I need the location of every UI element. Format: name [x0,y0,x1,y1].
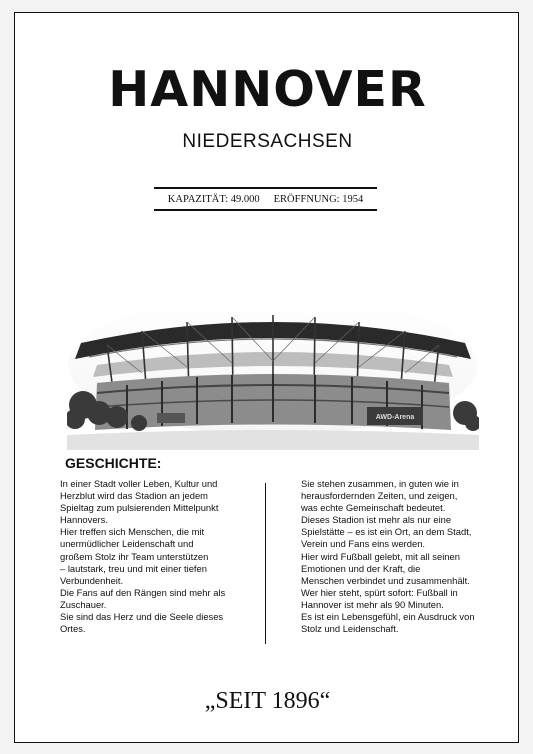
history-line: Emotionen und der Kraft, die [301,562,421,574]
history-line: Dieses Stadion ist mehr als nur eine [301,514,452,526]
founding-year: „SEIT 1896“ [204,688,331,714]
opening-label: ERÖFFNUNG: 1954 [273,193,364,205]
city-title: HANNOVER [108,61,427,118]
history-line: Es ist ein Lebensgefühl, ein Ausdruck von [301,611,475,623]
history-line: Stolz und Leidenschaft. [301,623,399,635]
region-subtitle: NIEDERSACHSEN [182,131,353,152]
history-line: herausfordernden Zeiten, und zeigen, [301,490,458,502]
history-text-left [60,478,256,635]
history-line: Herzblut wird das Stadion an jedem [60,490,208,502]
history-line: Wer hier steht, spürt sofort: Fußball in [301,586,458,598]
history-line: Spieltag zum pulsierenden Mittelpunkt [60,502,219,514]
history-text-right [301,478,497,635]
history-line: In einer Stadt voller Leben, Kultur und [60,478,218,489]
history-line: Verein und Fans eins werden. [301,538,426,550]
stadium-illustration [67,295,479,450]
history-line: Sie sind das Herz und die Seele dieses [60,611,224,623]
history-heading: GESCHICHTE: [65,455,162,471]
history-line: Verbundenheit. [60,574,124,586]
history-line: unermüdlicher Leidenschaft und [60,538,194,550]
poster-frame [14,12,519,743]
stadium-banner-text: AWD-Arena [375,414,415,421]
stadium-info-bar [154,187,377,211]
history-line: Menschen verbindet und zusammenhält. [301,574,470,586]
history-line: – lautstark, treu und mit einer tiefen [60,562,207,574]
history-line: Sie stehen zusammen, in guten wie in [301,478,459,489]
history-line: Ortes. [60,623,86,635]
history-line: großem Stolz ihr Team unterstützen [60,550,209,562]
history-line: was echte Gemeinschaft bedeutet. [301,502,446,514]
history-line: Zuschauer. [60,598,107,610]
history-line: Hannovers. [60,514,108,526]
history-line: Hier treffen sich Menschen, die mit [60,526,205,538]
history-line: Hannover ist mehr als 90 Minuten. [301,598,444,610]
capacity-label: KAPAZITÄT: 49.000 [167,193,260,205]
history-line: Spielstätte – es ist ein Ort, an dem Stadt, [301,526,472,538]
history-line: Die Fans auf den Rängen sind mehr als [60,586,226,598]
history-line: Hier wird Fußball gelebt, mit all seinen [301,550,460,562]
column-divider [265,483,266,644]
